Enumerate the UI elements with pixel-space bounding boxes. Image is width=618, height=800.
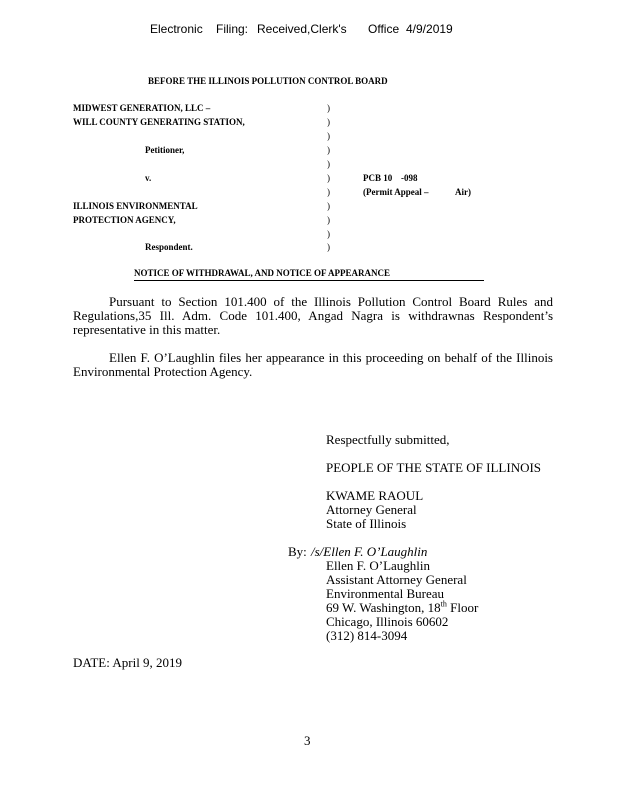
signer-phone: (312) 814-3094 [326, 628, 408, 643]
signer-name: Ellen F. O’Laughlin [326, 558, 431, 573]
caption-paren: ) [327, 145, 330, 155]
petitioner-name-line1: MIDWEST GENERATION, LLC – [73, 103, 211, 113]
caption-paren: ) [327, 173, 330, 183]
caption-paren: ) [327, 215, 330, 225]
notice-title-underline [134, 280, 484, 281]
caption-paren: ) [327, 131, 330, 141]
petitioner-role: Petitioner, [145, 145, 185, 155]
signer-address-line2: Chicago, Illinois 60602 [326, 614, 449, 629]
caption-paren: ) [327, 242, 330, 252]
caption-paren: ) [327, 187, 330, 197]
closing: Respectfully submitted, [326, 432, 450, 447]
caption-paren: ) [327, 159, 330, 169]
filing-header-part5: 4/9/2019 [406, 22, 453, 36]
caption-paren: ) [327, 201, 330, 211]
attorney-general-title: Attorney General [326, 502, 417, 517]
caption-paren: ) [327, 103, 330, 113]
page-number: 3 [304, 733, 311, 748]
signer-bureau: Environmental Bureau [326, 586, 445, 601]
respondent-role: Respondent. [145, 242, 193, 252]
case-type-a: (Permit Appeal – [363, 187, 429, 197]
address-ordinal: th [440, 599, 447, 609]
case-type-b: Air) [455, 187, 471, 197]
caption-paren: ) [327, 229, 330, 239]
paragraph-appearance: Ellen F. O’Laughlin files her appearance in this proceeding on behalf of the Illinois Environmental Protection Agency. [73, 350, 553, 379]
filing-header-part1: Electronic [150, 22, 203, 36]
caption-paren: ) [327, 117, 330, 127]
signer-address-line1 [326, 601, 478, 615]
attorney-general-name: KWAME RAOUL [326, 488, 424, 503]
by-label: By: [288, 544, 307, 559]
filing-header-part3: Received,Clerk's [257, 22, 347, 36]
respondent-name-line2: PROTECTION AGENCY, [73, 215, 176, 225]
respondent-name-line1: ILLINOIS ENVIRONMENTAL [73, 201, 198, 211]
versus: v. [145, 173, 152, 183]
filing-header-part2: Filing: [216, 22, 249, 36]
attorney-general-state: State of Illinois [326, 516, 407, 531]
address-street: 69 W. Washington, 18 [326, 600, 441, 615]
people-of-state: PEOPLE OF THE STATE OF ILLINOIS [326, 460, 542, 475]
petitioner-name-line2: WILL COUNTY GENERATING STATION, [73, 117, 245, 127]
case-number-b: -098 [401, 173, 418, 183]
electronic-signature: /s/Ellen F. O’Laughlin [311, 544, 428, 559]
address-floor: Floor [446, 600, 479, 615]
date-line: DATE: April 9, 2019 [73, 655, 183, 670]
filing-header-part4: Office [368, 22, 400, 36]
notice-title: NOTICE OF WITHDRAWAL, AND NOTICE OF APPEARANCE [134, 268, 390, 278]
paragraph-withdrawal: Pursuant to Section 101.400 of the Illinois Pollution Control Board Rules and Regulations,35 Ill. Adm. Code 101.400, Angad Nagra is withdrawnas Respondent’s representative in this matter. [73, 294, 553, 337]
signer-title: Assistant Attorney General [326, 572, 467, 587]
board-title: BEFORE THE ILLINOIS POLLUTION CONTROL BOARD [148, 76, 388, 86]
case-number-a: PCB 10 [363, 173, 393, 183]
